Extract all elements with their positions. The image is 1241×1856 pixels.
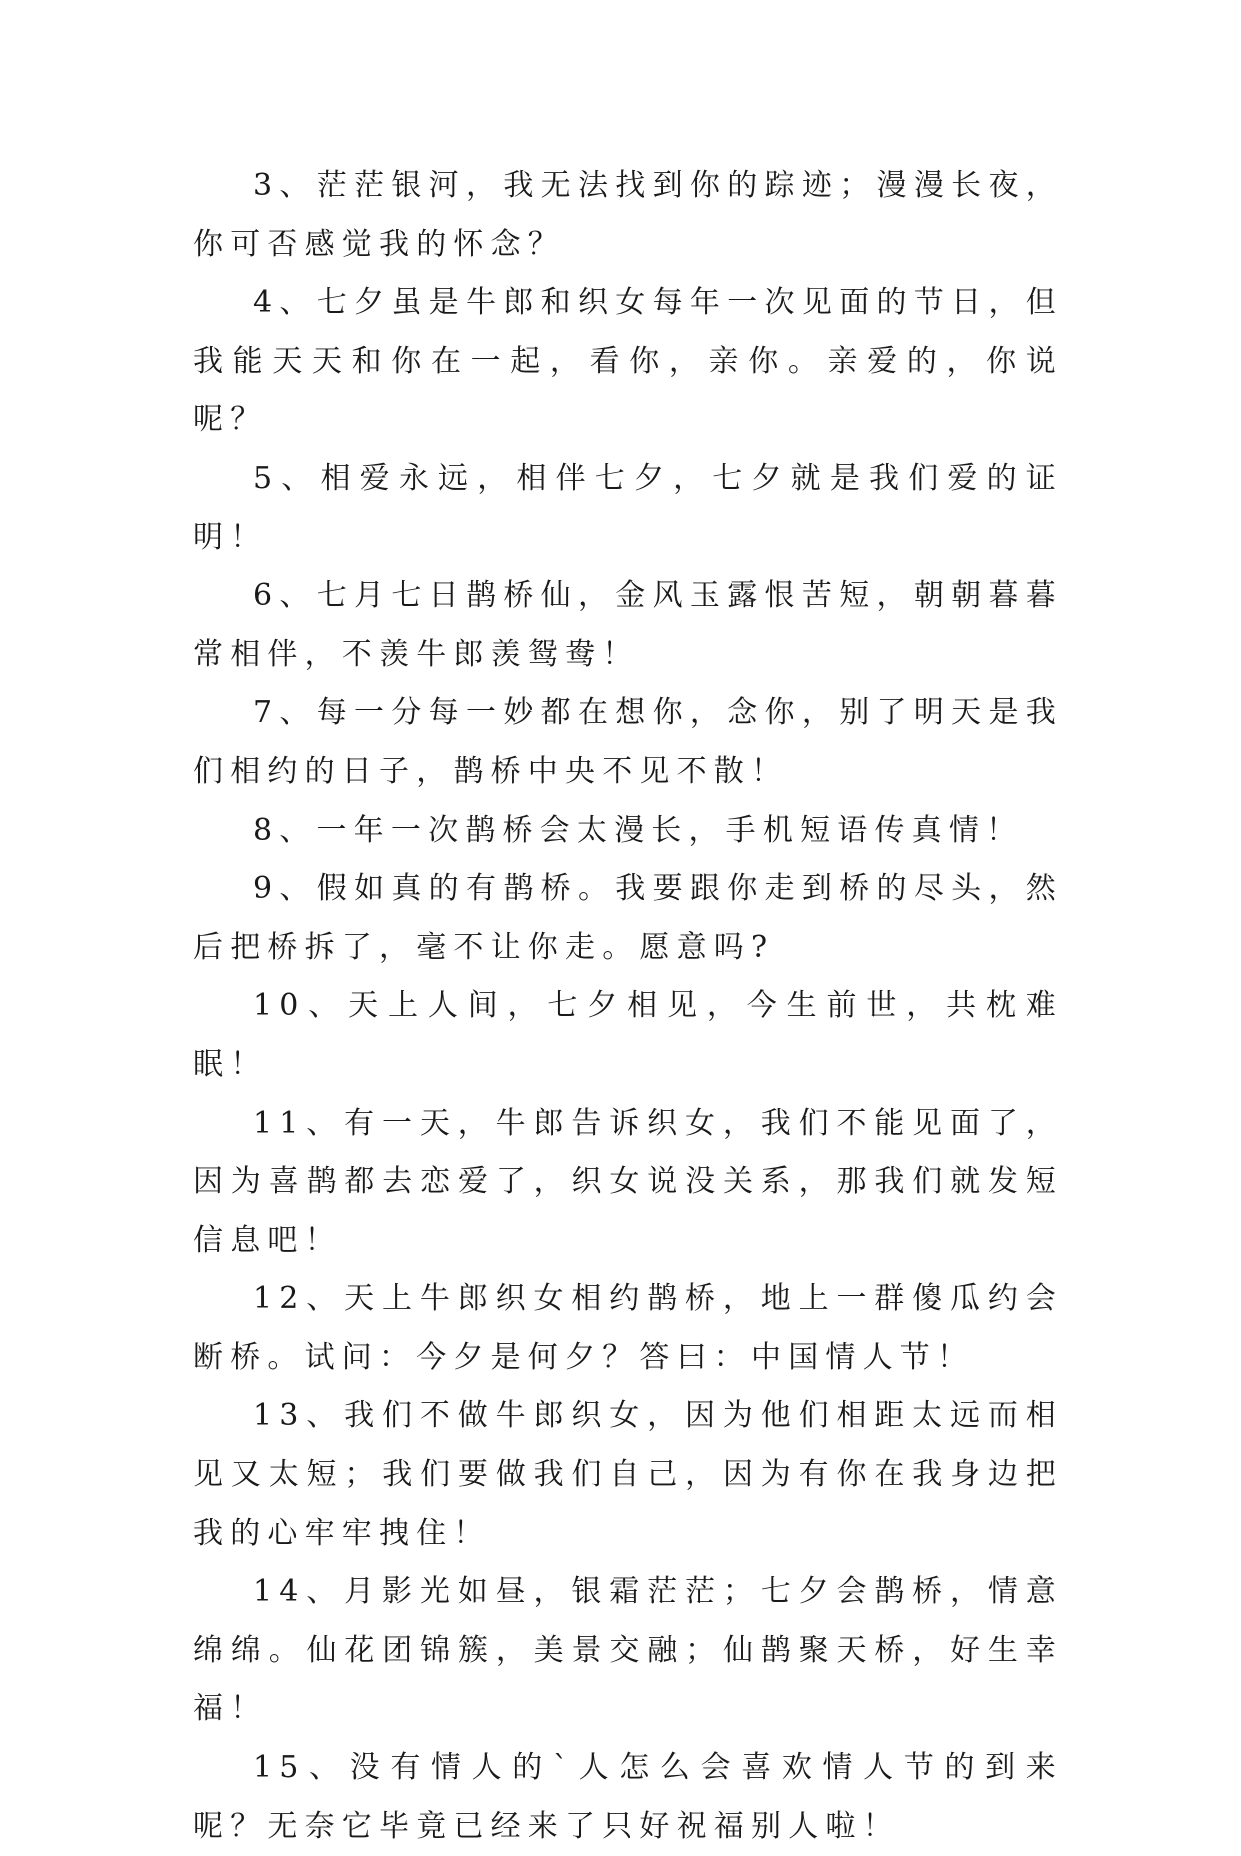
paragraph-12: 12、天上牛郎织女相约鹊桥，地上一群傻瓜约会断桥。试问：今夕是何夕？答曰：中国情人节！ — [193, 1281, 1063, 1375]
paragraph-14: 14、月影光如昼，银霜茫茫；七夕会鹊桥，情意绵绵。仙花团锦簇，美景交融；仙鹊聚天桥，好生幸福！ — [193, 1574, 1063, 1727]
paragraph-5: 5、相爱永远，相伴七夕，七夕就是我们爱的证明！ — [193, 460, 1063, 555]
paragraph-4: 4、七夕虽是牛郎和织女每年一次见面的节日，但我能天天和你在一起，看你，亲你。亲爱的，你说呢？ — [193, 285, 1063, 438]
paragraph-13: 13、我们不做牛郎织女，因为他们相距太远而相见又太短；我们要做我们自己，因为有你在我身边把我的心牢牢拽住！ — [193, 1398, 1063, 1551]
paragraph-15: 15、没有情人的`人怎么会喜欢情人节的到来呢？无奈它毕竟已经来了只好祝福别人啦！ — [193, 1750, 1063, 1844]
paragraph-7: 7、每一分每一妙都在想你，念你，别了明天是我们相约的日子，鹊桥中央不见不散！ — [193, 695, 1063, 789]
paragraph-9: 9、假如真的有鹊桥。我要跟你走到桥的尽头，然后把桥拆了，毫不让你走。愿意吗? — [193, 871, 1063, 965]
document-body — [193, 157, 1063, 1856]
paragraph-3: 3、茫茫银河，我无法找到你的踪迹；漫漫长夜，你可否感觉我的怀念？ — [193, 168, 1063, 262]
paragraph-8: 8、一年一次鹊桥会太漫长，手机短语传真情！ — [253, 812, 1024, 848]
paragraph-6: 6、七月七日鹊桥仙，金风玉露恨苦短，朝朝暮暮常相伴，不羡牛郎羡鸳鸯！ — [193, 578, 1063, 672]
paragraph-10: 10、天上人间，七夕相见，今生前世，共枕难眠！ — [193, 988, 1063, 1082]
paragraph-11: 11、有一天，牛郎告诉织女，我们不能见面了，因为喜鹊都去恋爱了，织女说没关系，那我们就发短信息吧！ — [193, 1105, 1063, 1258]
